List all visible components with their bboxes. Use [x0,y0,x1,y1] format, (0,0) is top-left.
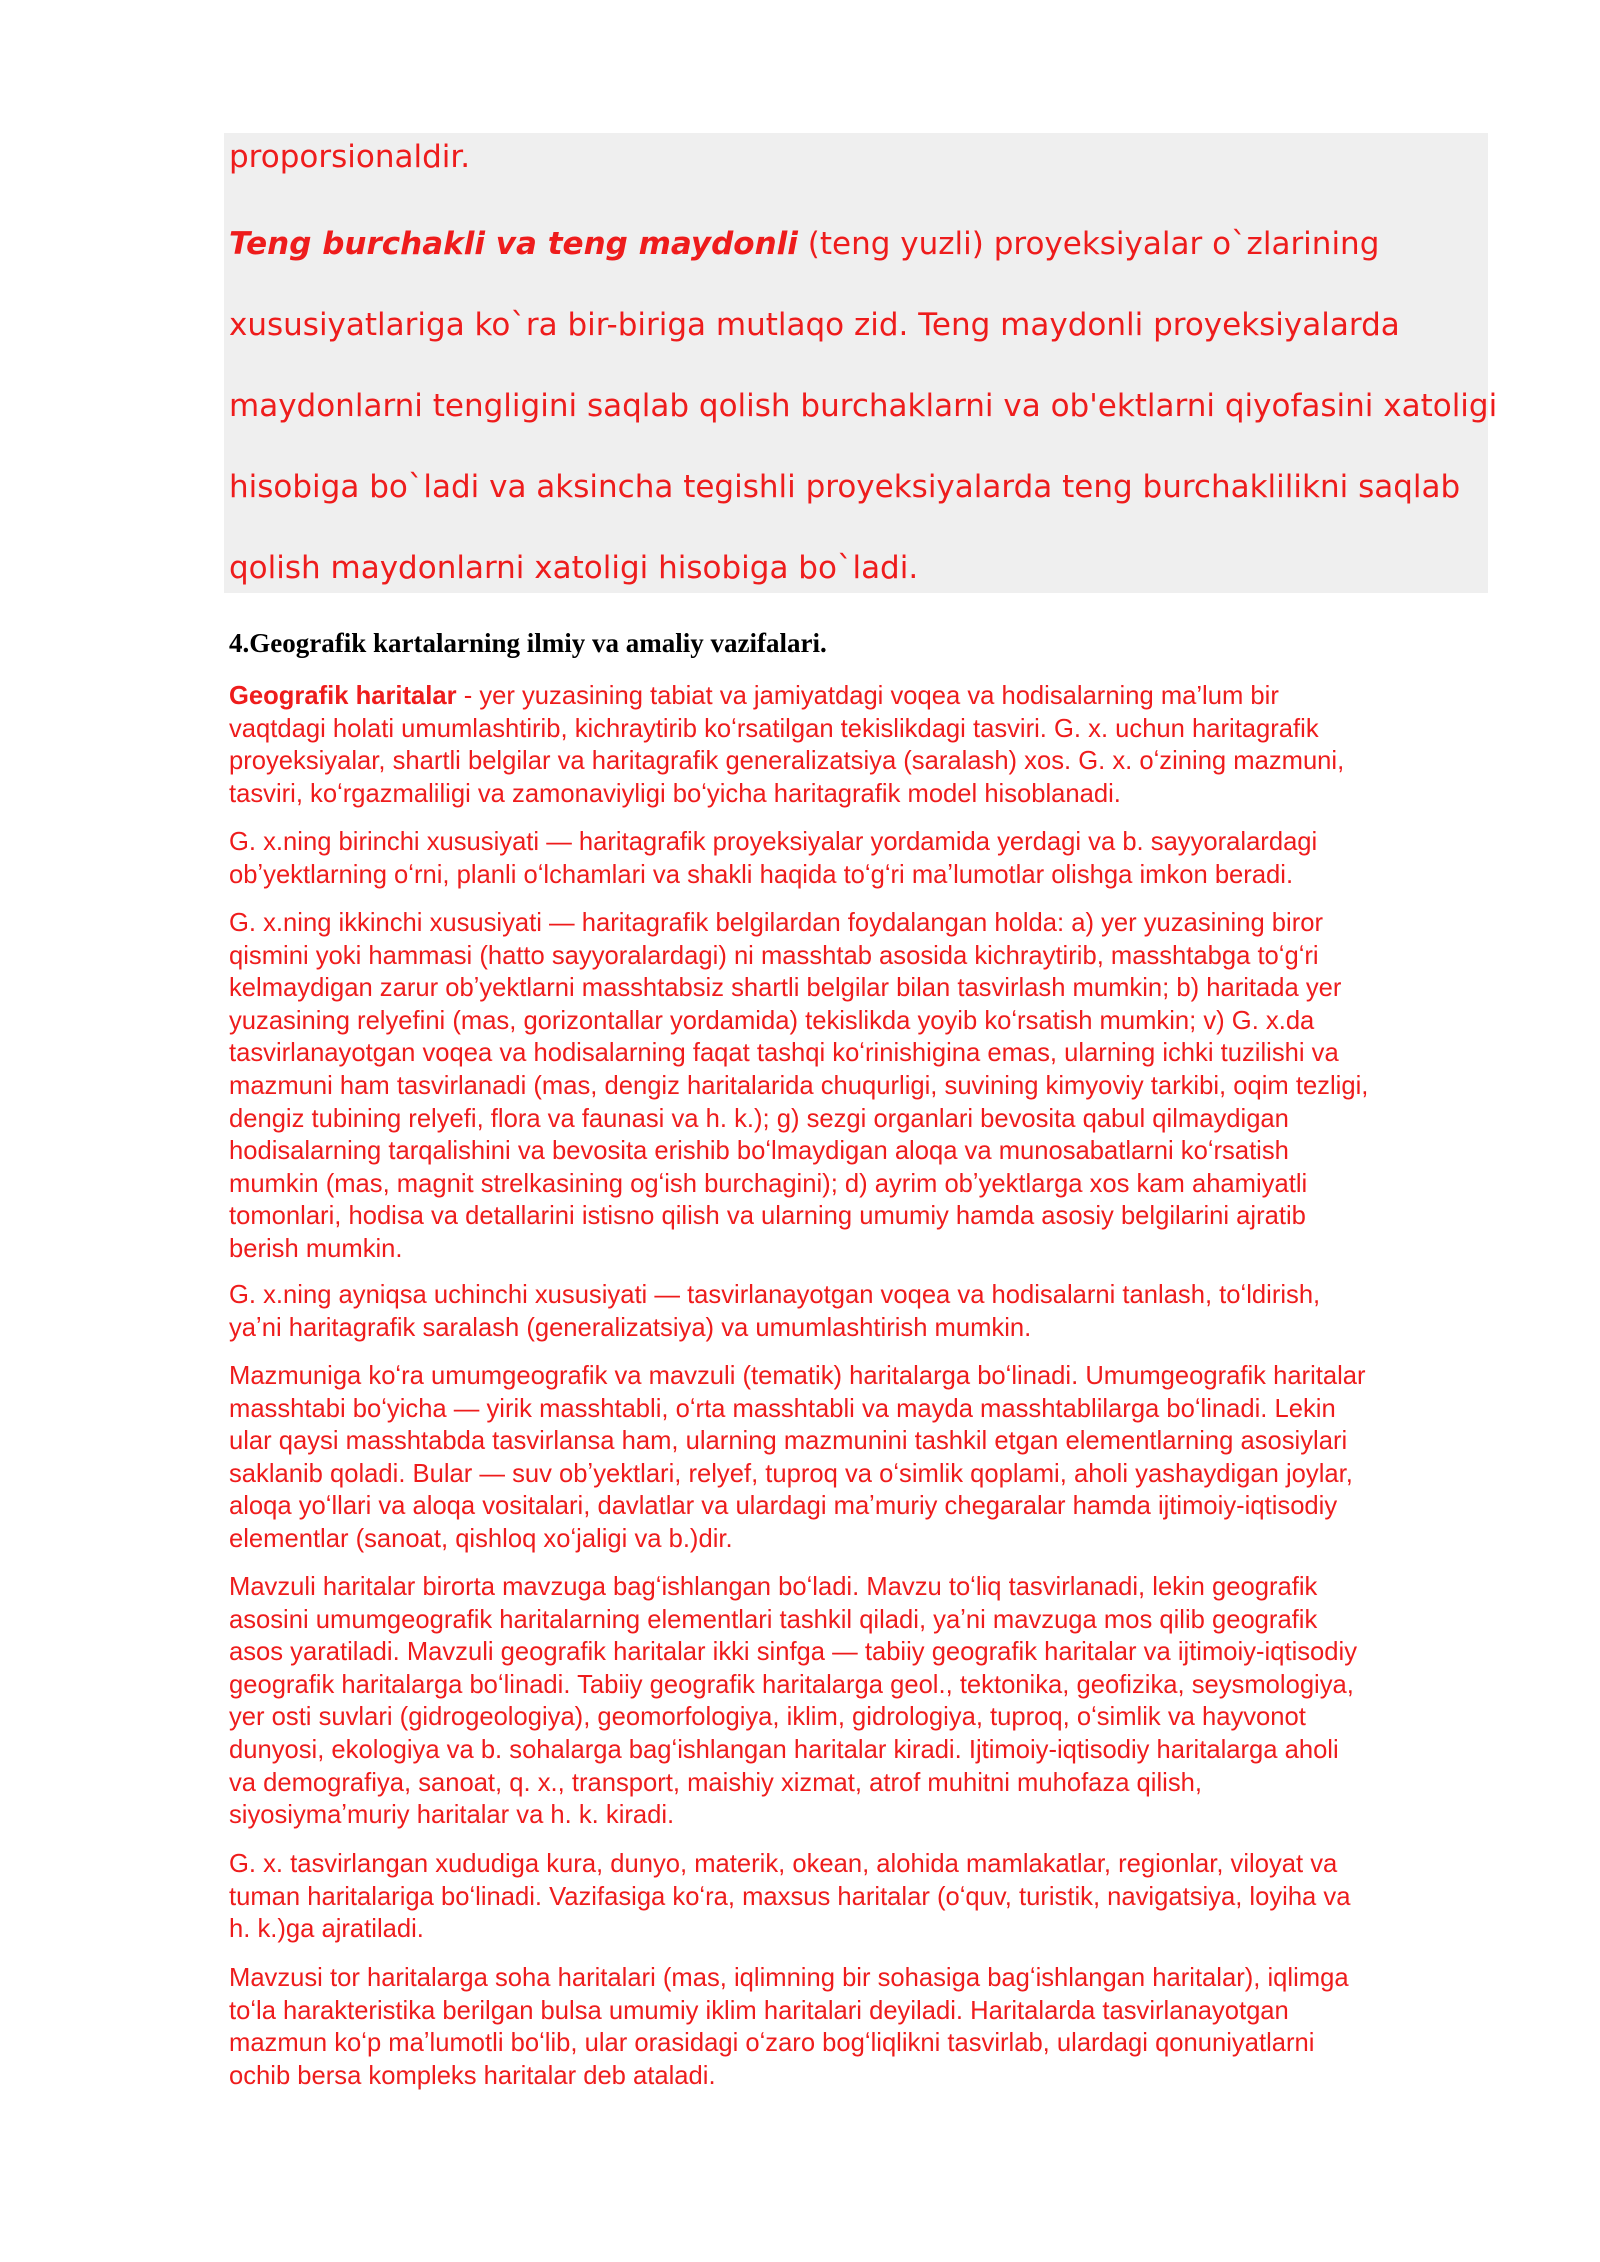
paragraph-line: G. x.ning birinchi xususiyati — haritagrafik proyeksiyalar yordamida yerdagi va b. sayyoralardagi [229,828,1318,856]
paragraph-line: ochib bersa kompleks haritalar deb ataladi. [229,2061,716,2090]
paragraph-line: qismini yoki hammasi (hatto sayyoralardagi) ni masshtab asosida kichraytirib, masshtabga toʻgʻri [229,941,1319,970]
paragraph-line: berish mumkin. [229,1234,403,1263]
paragraph-7 [229,1848,1499,1946]
paragraph-line: yaʼni haritagrafik saralash (generalizatsiya) va umumlashtirish mumkin. [229,1313,1032,1342]
paragraph-line: tasviri, koʻrgazmaliligi va zamonaviyligi boʻyicha haritagrafik model hisoblanadi. [229,779,1121,808]
term-geografik-haritalar: Geografik haritalar [229,682,457,710]
paragraph-line: h. k.)ga ajratiladi. [229,1915,424,1944]
paragraph-line: hodisalarning tarqalishini va bevosita erishib boʻlmaydigan aloqa va munosabatlarni koʻrsatish [229,1137,1289,1166]
shaded-line-3: xususiyatlariga ko`ra bir-biriga mutlaqo zid. Teng maydonli proyeksiyalarda [229,307,1400,343]
paragraph-line: mazmuni ham tasvirlanadi (mas, dengiz haritalarida chuqurligi, suvining kimyoviy tarkibi, oqim tezligi, [229,1071,1369,1100]
paragraph-2 [229,826,1499,891]
paragraph-6 [229,1571,1499,1832]
paragraph-line: G. x. tasvirlangan xududiga kura, dunyo, materik, okean, alohida mamlakatlar, regionlar, viloyat va [229,1850,1338,1878]
paragraph-line: yuzasining relyefini (mas, gorizontallar yordamida) tekislikda yoyib koʻrsatish mumkin; v) G. x.da [229,1006,1315,1035]
term-equal-angle-area: Teng burchakli va teng maydonli [229,226,798,262]
paragraph-line: elementlar (sanoat, qishloq xoʻjaligi va b.)dir. [229,1524,733,1553]
paragraph-8 [229,1962,1499,2092]
section-heading: 4.Geografik kartalarning ilmiy va amaliy vazifalari. [229,628,827,658]
paragraph-line: siyosiymaʼmuriy haritalar va h. k. kiradi. [229,1801,675,1830]
paragraph-line: Mavzusi tor haritalarga soha haritalari (mas, iqlimning bir sohasiga bagʻishlangan haritalar), iqlimga [229,1964,1349,1992]
highlighted-text-block [224,133,1488,593]
paragraph-1 [229,680,1499,810]
paragraph-line: asosini umumgeografik haritalarning elementlari tashkil qiladi, yaʼni mavzuga mos qilib geografik [229,1605,1318,1634]
paragraph-line: tomonlari, hodisa va detallarini istisno qilish va ularning umumiy hamda asosiy belgilarini ajratib [229,1202,1306,1231]
paragraph-line: proyeksiyalar, shartli belgilar va haritagrafik generalizatsiya (saralash) xos. G. x. oʻzining mazmuni, [229,747,1345,776]
paragraph-line: saklanib qoladi. Bular — suv obʼyektlari, relyef, tuproq va oʻsimlik qoplami, aholi yashaydigan joylar, [229,1459,1353,1488]
paragraph-5 [229,1360,1499,1556]
paragraph-line: mumkin (mas, magnit strelkasining ogʻish burchagini); d) ayrim obʼyektlarga xos kam ahamiyatli [229,1169,1308,1198]
shaded-line-4: maydonlarni tengligini saqlab qolish burchaklarni va ob'ektlarni qiyofasini xatoligi [229,388,1498,424]
paragraph-line: tuman haritalariga boʻlinadi. Vazifasiga koʻra, maxsus haritalar (oʻquv, turistik, navigatsiya, loyiha va [229,1882,1351,1911]
paragraph-line: ular qaysi masshtabda tasvirlansa ham, ularning mazmunini tashkil etgan elementlarning asosiylari [229,1427,1348,1456]
shaded-line-1: proporsionaldir. [229,139,471,175]
paragraph-line: toʻla harakteristika berilgan bulsa umumiy iklim haritalari deyiladi. Haritalarda tasvirlanayotgan [229,1996,1289,2025]
paragraph-4 [229,1279,1499,1344]
paragraph-line: dunyosi, ekologiya va b. sohalarga bagʻishlangan haritalar kiradi. Ijtimoiy-iqtisodiy haritalarga aholi [229,1735,1339,1764]
paragraph-line: va demografiya, sanoat, q. x., transport, maishiy xizmat, atrof muhitni muhofaza qilish, [229,1768,1202,1797]
paragraph-line: tasvirlanayotgan voqea va hodisalarning faqat tashqi koʻrinishigina emas, ularning ichki tuzilishi va [229,1039,1339,1068]
shaded-line-5: hisobiga bo`ladi va aksincha tegishli proyeksiyalarda teng burchaklilikni saqlab [229,469,1461,505]
shaded-line-2: Teng burchakli va teng maydonli (teng yuzli) proyeksiyalar o`zlarining [229,226,1380,262]
paragraph-line: geografik haritalarga boʻlinadi. Tabiiy geografik haritalarga geol., tektonika, geofizika, seysmologiya, [229,1670,1354,1699]
paragraph-line: asos yaratiladi. Mavzuli geografik haritalar ikki sinfga — tabiiy geografik haritalar va ijtimoiy-iqtisodiy [229,1638,1358,1667]
paragraph-3 [229,907,1499,1266]
shaded-line-6: qolish maydonlarni xatoligi hisobiga bo`ladi. [229,550,919,586]
paragraph-line: dengiz tubining relyefi, flora va faunasi va h. k.); g) sezgi organlari bevosita qabul qilmaydigan [229,1104,1289,1133]
paragraph-line: mazmun koʻp maʼlumotli boʻlib, ular orasidagi oʻzaro bogʻliqlikni tasvirlab, ulardagi qonuniyatlarni [229,2029,1315,2058]
paragraph-line: obʼyektlarning oʻrni, planli oʻlchamlari va shakli haqida toʻgʻri maʼlumotlar olishga imkon beradi. [229,860,1294,889]
paragraph-line: aloqa yoʻllari va aloqa vositalari, davlatlar va ulardagi maʼmuriy chegaralar hamda ijtimoiy-iqtisodiy [229,1492,1338,1521]
paragraph-line: Mazmuniga koʻra umumgeografik va mavzuli (tematik) haritalarga boʻlinadi. Umumgeografik haritalar [229,1362,1366,1390]
paragraph-line: kelmaydigan zarur obʼyektlarni masshtabsiz shartli belgilar bilan tasvirlash mumkin; b) haritada yer [229,974,1342,1003]
paragraph-line: G. x.ning ikkinchi xususiyati — haritagrafik belgilardan foydalangan holda: a) yer yuzasining biror [229,909,1323,937]
paragraph-line: vaqtdagi holati umumlashtirib, kichraytirib koʻrsatilgan tekislikdagi tasviri. G. x. uchun haritagrafik [229,714,1319,743]
paragraph-line: masshtabi boʻyicha — yirik masshtabli, oʻrta masshtabli va mayda masshtablilarga boʻlinadi. Lekin [229,1394,1336,1423]
paragraph-line: yer osti suvlari (gidrogeologiya), geomorfologiya, iklim, gidrologiya, tuproq, oʻsimlik va hayvonot [229,1703,1306,1732]
paragraph-line: Mavzuli haritalar birorta mavzuga bagʻishlangan boʻladi. Mavzu toʻliq tasvirlanadi, lekin geografik [229,1573,1318,1601]
paragraph-line: G. x.ning ayniqsa uchinchi xususiyati — tasvirlanayotgan voqea va hodisalarni tanlash, toʻldirish, [229,1281,1321,1309]
paragraph-line: Geografik haritalar - yer yuzasining tabiat va jamiyatdagi voqea va hodisalarning ma’lum bir [229,682,1279,710]
